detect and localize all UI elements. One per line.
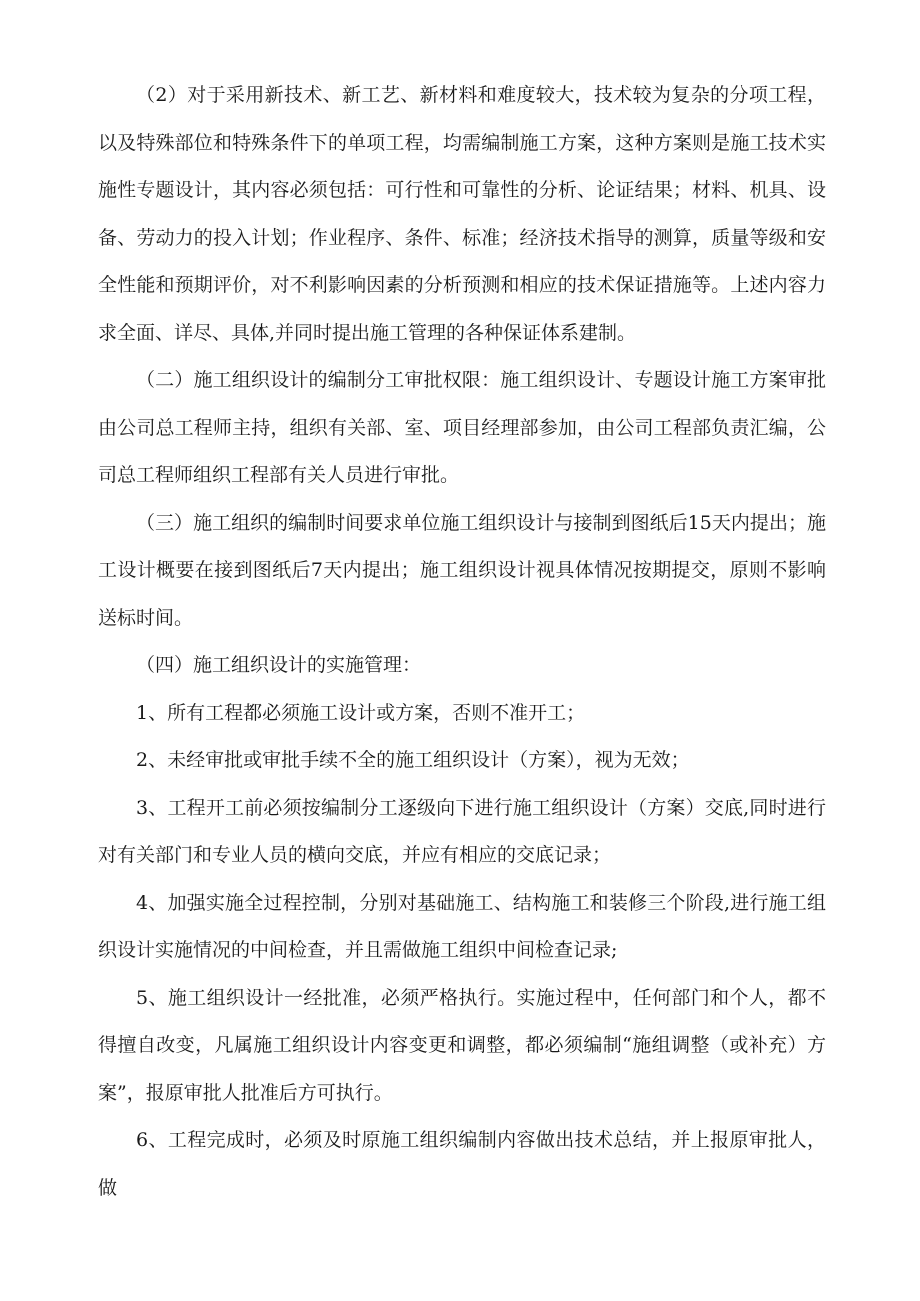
list-item-3: 3、工程开工前必须按编制分工逐级向下进行施工组织设计（方案）交底,同时进行对有关部门和专业人员的横向交底，并应有相应的交底记录；	[98, 796, 826, 866]
paragraph-approval-authority: （二）施工组织设计的编制分工审批权限：施工组织设计、专题设计施工方案审批由公司总工程师主持，组织有关部、室、项目经理部参加，由公司工程部负责汇编，公司总工程师组织工程部有关人员进行审批。	[98, 369, 826, 486]
list-item-6: 6、工程完成时，必须及时原施工组织编制内容做出技术总结，并上报原审批人，做	[98, 1129, 826, 1199]
document-body	[98, 72, 826, 1212]
paragraph-implementation-heading: （四）施工组织设计的实施管理：	[136, 654, 422, 676]
list-item-4: 4、加强实施全过程控制，分别对基础施工、结构施工和装修三个阶段,进行施工组织设计实施情况的中间检查，并且需做施工组织中间检查记录;	[98, 891, 826, 961]
paragraph-new-tech-plan: （2）对于采用新技术、新工艺、新材料和难度较大，技术较为复杂的分项工程，以及特殊部位和特殊条件下的单项工程，均需编制施工方案，这种方案则是施工技术实施性专题设计，其内容必须包括：可行性和可靠性的分析、论证结果；材料、机具、设备、劳动力的投入计划；作业程序、条件、标准；经济技术指导的测算，质量等级和安全性能和预期评价，对不利影响因素的分析预测和相应的技术保证措施等。上述内容力求全面、详尽、具体,并同时提出施工管理的各种保证体系建制。	[98, 84, 826, 344]
list-item-2: 2、未经审批或审批手续不全的施工组织设计（方案），视为无效；	[136, 749, 690, 771]
paragraph-preparation-time: （三）施工组织的编制时间要求单位施工组织设计与接制到图纸后15天内提出；施工设计概要在接到图纸后7天内提出；施工组织设计视具体情况按期提交，原则不影响送标时间。	[98, 511, 826, 629]
list-item-5: 5、施工组织设计一经批准，必须严格执行。实施过程中，任何部门和个人，都不得擅自改变，凡属施工组织设计内容变更和调整，都必须编制“施组调整（或补充）方案”，报原审批人批准后方可执行。	[98, 986, 826, 1104]
list-item-1: 1、所有工程都必须施工设计或方案，否则不准开工；	[136, 701, 586, 724]
